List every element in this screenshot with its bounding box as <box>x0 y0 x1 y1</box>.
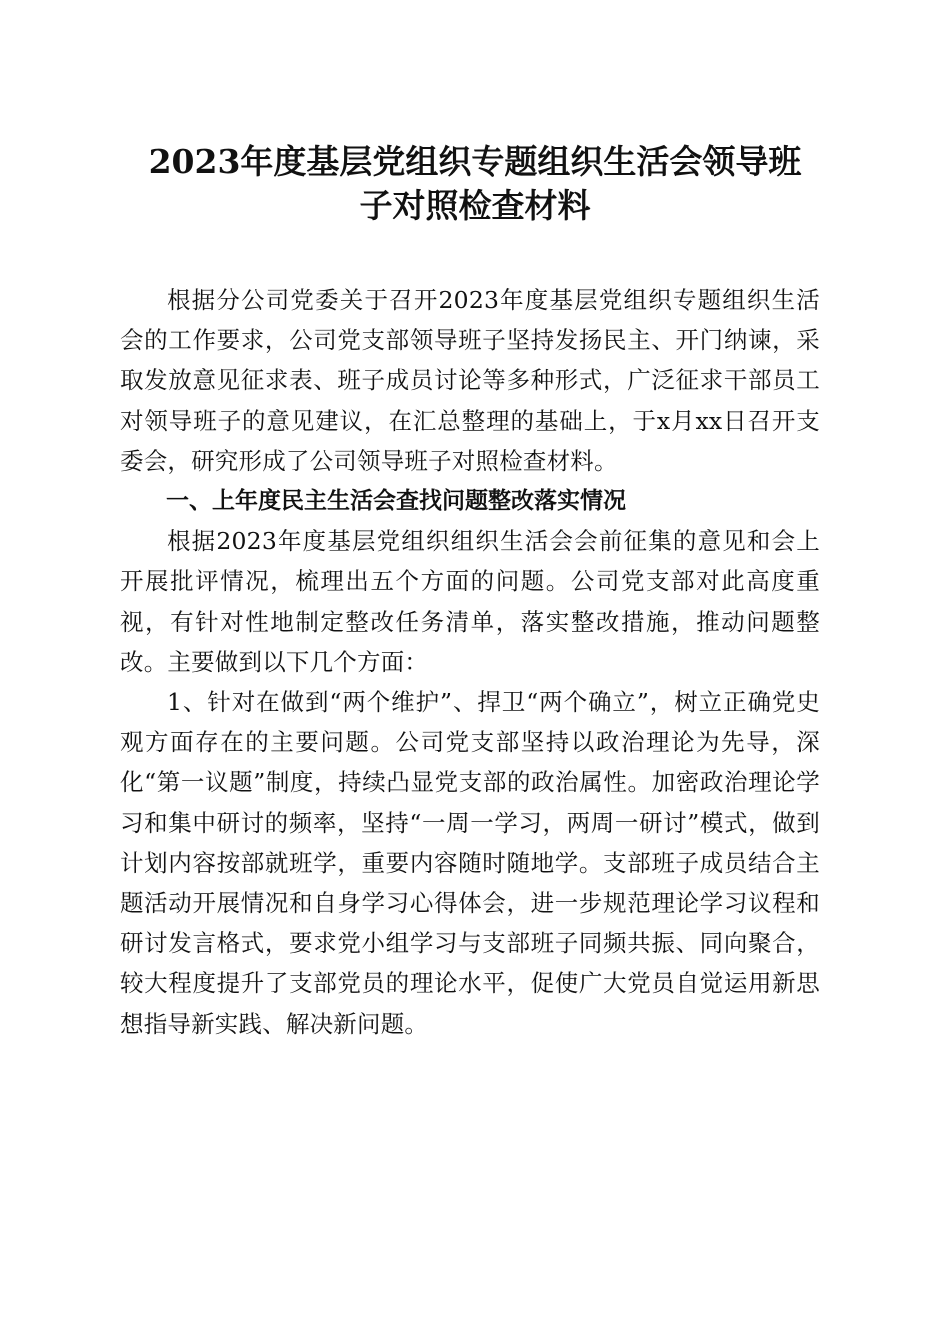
item-paragraph: 1、针对在做到“两个维护”、捍卫“两个确立”，树立正确党史观方面存在的主要问题。公司党支部坚持以政治理论为先导，深化“第一议题”制度，持续凸显党支部的政治属性。加密政治理论学习和集中研讨的频率，坚持“一周一学习，两周一研讨”模式，做到计划内容按部就班学，重要内容随时随地学。支部班子成员结合主题活动开展情况和自身学习心得体会，进一步规范理论学习议程和研讨发言格式，要求党小组学习与支部班子同频共振、同向聚合，较大程度提升了支部党员的理论水平，促使广大党员自觉运用新思想指导新实践、解决新问题。 <box>120 688 820 1038</box>
section-heading: 一、上年度民主生活会查找问题整改落实情况 <box>166 488 626 515</box>
document-body <box>120 280 820 1044</box>
document-title-line-1: 2023年度基层党组织专题组织生活会领导班 <box>148 142 802 181</box>
intro-paragraph: 根据分公司党委关于召开2023年度基层党组织专题组织生活会的工作要求，公司党支部领导班子坚持发扬民主、开门纳谏，采取发放意见征求表、班子成员讨论等多种形式，广泛征求干部员工对领导班子的意见建议，在汇总整理的基础上，于x月xx日召开支委会，研究形成了公司领导班子对照检查材料。 <box>120 286 820 475</box>
section-paragraph: 根据2023年度基层党组织组织生活会会前征集的意见和会上开展批评情况，梳理出五个方面的问题。公司党支部对此高度重视，有针对性地制定整改任务清单，落实整改措施，推动问题整改。主要做到以下几个方面： <box>120 527 820 676</box>
document-title-line-2: 子对照检查材料 <box>359 186 591 225</box>
